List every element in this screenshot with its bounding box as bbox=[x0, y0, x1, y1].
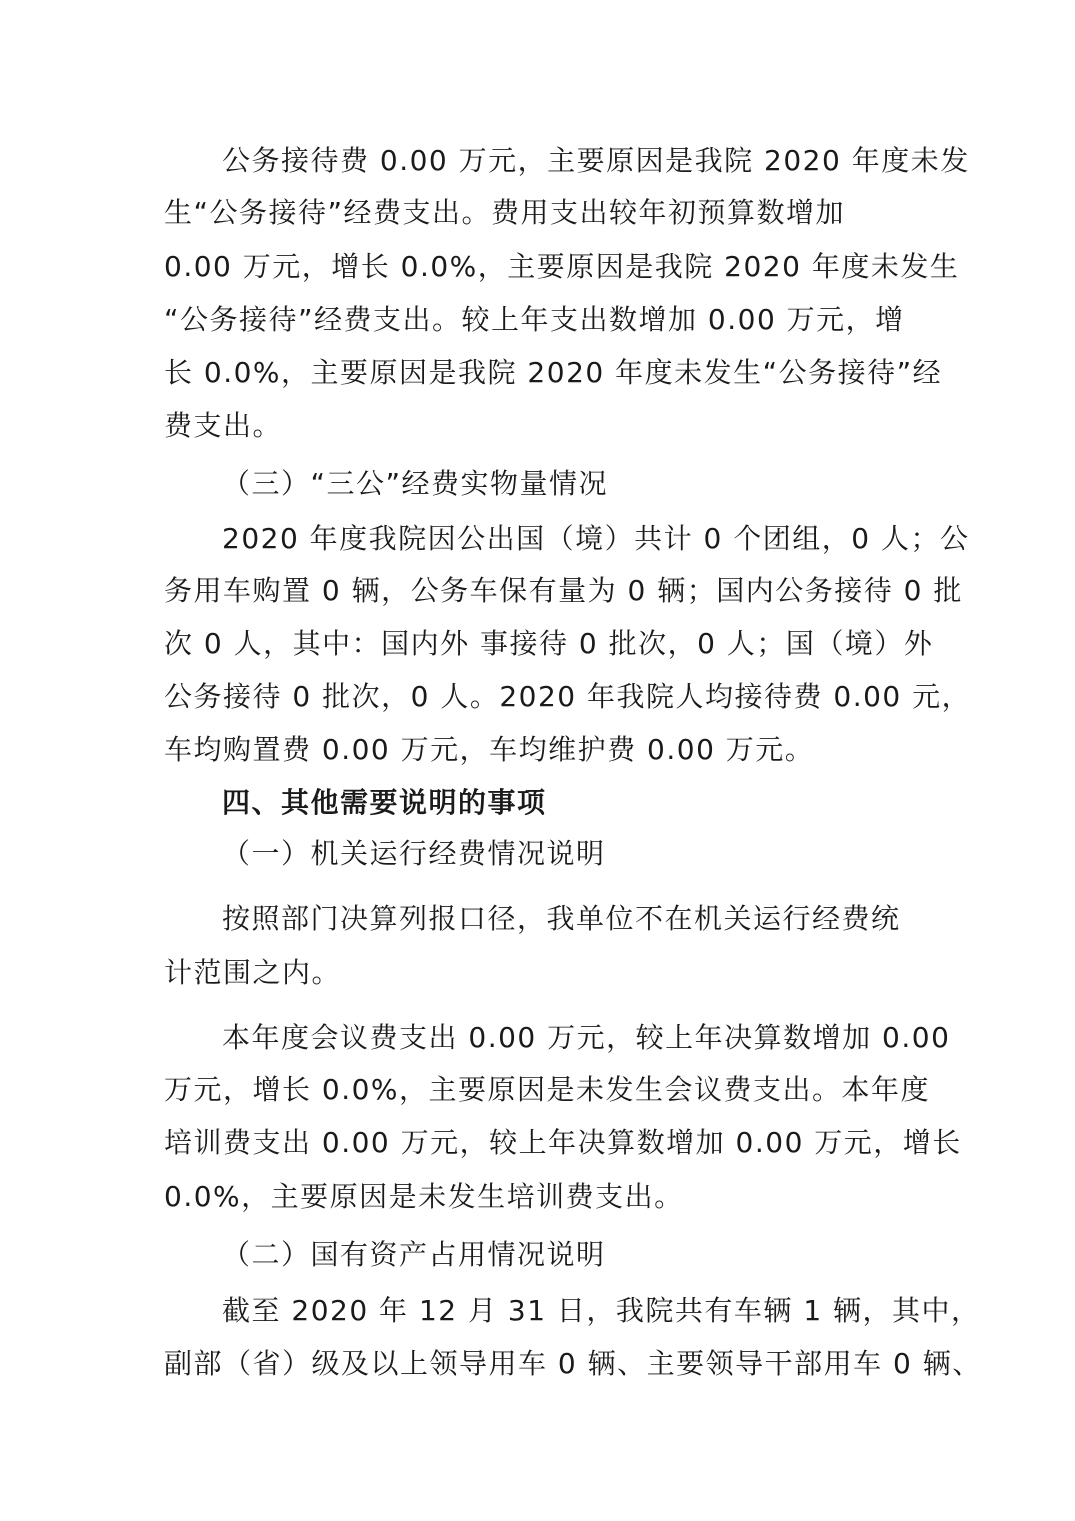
sub-one-heading: （一）机关运行经费情况说明 bbox=[222, 837, 606, 870]
hospitality-line-4: “公务接待”经费支出。较上年支出数增加 0.00 万元，增 bbox=[164, 303, 905, 336]
section-four-heading: 四、其他需要说明的事项 bbox=[222, 786, 547, 819]
hospitality-line-2: 生“公务接待”经费支出。费用支出较年初预算数增加 bbox=[164, 196, 846, 229]
operating-line-1: 按照部门决算列报口径，我单位不在机关运行经费统 bbox=[222, 902, 901, 935]
section-three-heading: （三）“三公”经费实物量情况 bbox=[222, 467, 609, 500]
hospitality-line-1: 公务接待费 0.00 万元，主要原因是我院 2020 年度未发 bbox=[222, 144, 970, 177]
physical-line-5: 车均购置费 0.00 万元，车均维护费 0.00 万元。 bbox=[164, 733, 815, 766]
sub-two-heading: （二）国有资产占用情况说明 bbox=[222, 1238, 606, 1271]
meeting-line-1: 本年度会议费支出 0.00 万元，较上年决算数增加 0.00 bbox=[222, 1021, 951, 1054]
assets-line-2: 副部（省）级及以上领导用车 0 辆、主要领导干部用车 0 辆、 bbox=[164, 1347, 982, 1380]
physical-line-3: 次 0 人，其中：国内外 事接待 0 批次，0 人；国（境）外 bbox=[164, 627, 934, 660]
physical-line-1: 2020 年度我院因公出国（境）共计 0 个团组，0 人；公 bbox=[222, 522, 970, 555]
hospitality-line-3: 0.00 万元，增长 0.0%，主要原因是我院 2020 年度未发生 bbox=[164, 250, 960, 283]
physical-line-2: 务用车购置 0 辆，公务车保有量为 0 辆；国内公务接待 0 批 bbox=[164, 574, 963, 607]
assets-line-1: 截至 2020 年 12 月 31 日，我院共有车辆 1 辆，其中， bbox=[222, 1294, 981, 1327]
meeting-line-3: 培训费支出 0.00 万元，较上年决算数增加 0.00 万元，增长 bbox=[164, 1126, 962, 1159]
meeting-line-2: 万元，增长 0.0%，主要原因是未发生会议费支出。本年度 bbox=[164, 1073, 931, 1106]
hospitality-line-6: 费支出。 bbox=[164, 409, 283, 442]
hospitality-line-5: 长 0.0%，主要原因是我院 2020 年度未发生“公务接待”经 bbox=[164, 356, 943, 389]
meeting-line-4: 0.0%，主要原因是未发生培训费支出。 bbox=[164, 1180, 684, 1213]
physical-line-4: 公务接待 0 批次，0 人。2020 年我院人均接待费 0.00 元， bbox=[164, 680, 972, 713]
operating-line-2: 计范围之内。 bbox=[164, 956, 342, 989]
